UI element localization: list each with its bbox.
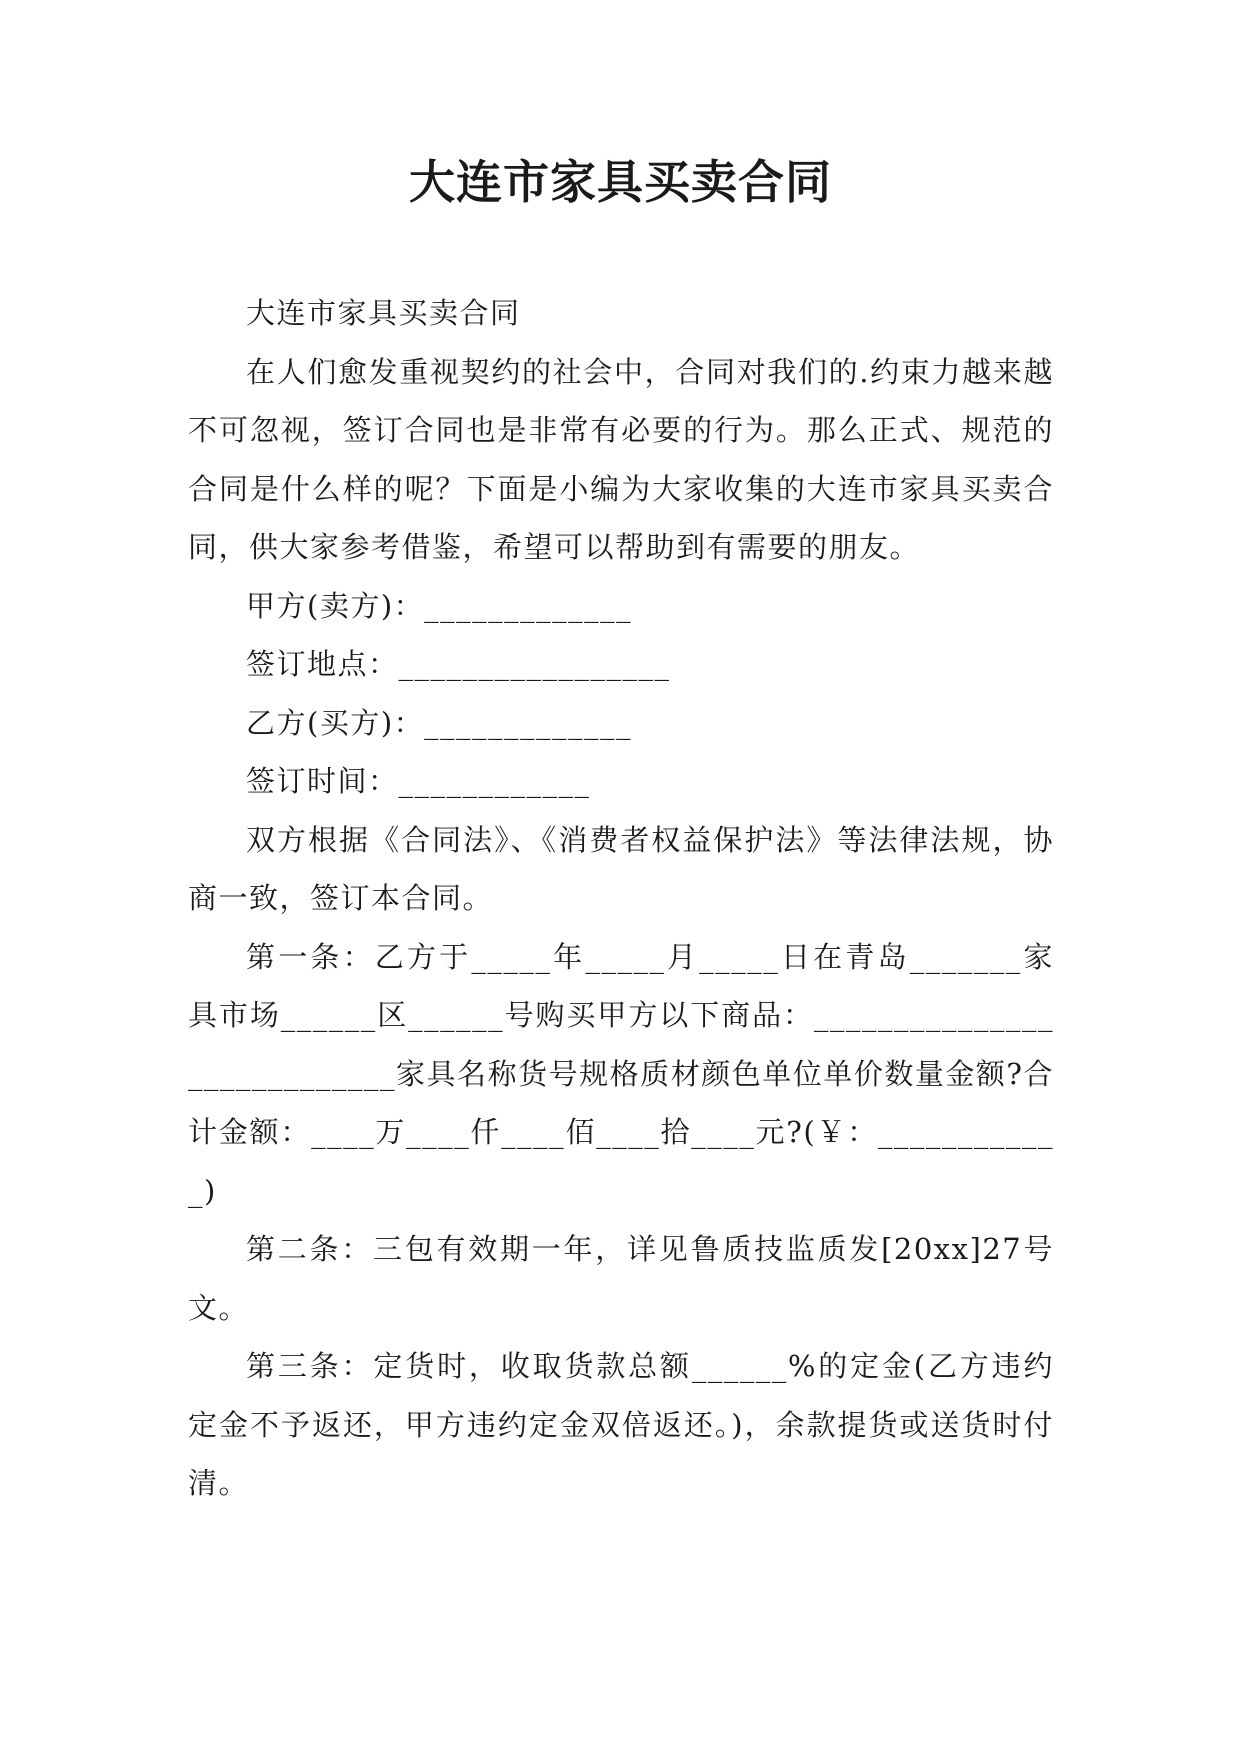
article-3: 第三条：定货时，收取货款总额______%的定金(乙方违约定金不予返还，甲方违约定金双倍返还。)，余款提货或送货时付清。 xyxy=(188,1349,1054,1500)
paragraph-agreement-basis: 双方根据《合同法》、《消费者权益保护法》等法律法规，协商一致，签订本合同。 xyxy=(188,822,1054,915)
document-title: 大连市家具买卖合同 xyxy=(409,155,832,209)
field-party-b: 乙方(买方)：_____________ xyxy=(246,705,633,740)
field-party-a: 甲方(卖方)：_____________ xyxy=(246,588,633,623)
article-2: 第二条：三包有效期一年，详见鲁质技监质发[20xx]27号文。 xyxy=(188,1232,1054,1325)
field-signing-time: 签订时间：____________ xyxy=(246,764,591,798)
document-body xyxy=(188,284,1054,1513)
field-signing-place: 签订地点：_________________ xyxy=(246,647,671,681)
article-1: 第一条：乙方于_____年_____月_____日在青岛_______家具市场______区______号购买甲方以下商品：____________________________家具名称货号规格质材颜色单位单价数量金额?合计金额：____万____仟____佰____拾____元?(￥：____________) xyxy=(188,939,1054,1208)
paragraph-intro: 在人们愈发重视契约的社会中，合同对我们的.约束力越来越不可忽视，签订合同也是非常有必要的行为。那么正式、规范的合同是什么样的呢？下面是小编为大家收集的大连市家具买卖合同，供大家参考借鉴，希望可以帮助到有需要的朋友。 xyxy=(188,354,1054,564)
paragraph-subtitle: 大连市家具买卖合同 xyxy=(246,296,521,330)
